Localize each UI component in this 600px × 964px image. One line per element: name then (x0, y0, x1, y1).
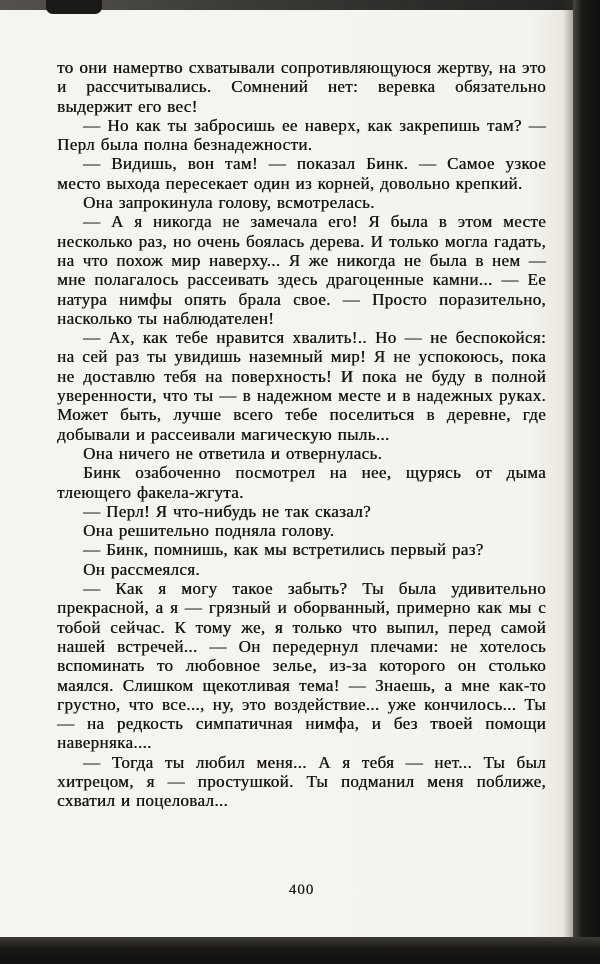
paragraph: — Перл! Я что-нибудь не так сказал? (83, 501, 371, 521)
scan-edge-bottom (0, 937, 600, 964)
page-text (57, 58, 546, 811)
scan-artifact-blob (46, 0, 102, 14)
paragraph: то они намертво схватывали сопротивляющуюся жертву, на это и рассчитывались. Сомнений нет: веревка обязательно выдержит его вес! (57, 58, 546, 116)
page-edge-shadow (563, 0, 573, 964)
paragraph: — А я никогда не замечала его! Я была в этом месте несколько раз, но очень боялась дерева. И только могла гадать, на что похож мир наверху... Я же никогда не была в нем — мне полагалось рассеивать здесь драгоценные камни... — Ее натура нимфы опять брала свое. — Просто поразительно, насколько ты наблюдателен! (57, 212, 546, 328)
page-number: 400 (288, 882, 315, 898)
paragraph: Он рассмеялся. (83, 559, 200, 579)
paragraph: Она ничего не ответила и отвернулась. (83, 443, 383, 463)
paragraph: — Видишь, вон там! — показал Бинк. — Самое узкое место выхода пересекает один из корней, довольно крепкий. (57, 154, 546, 193)
paragraph: — Тогда ты любил меня... А я тебя — нет... Ты был хитрецом, я — простушкой. Ты подманил меня поближе, схватил и поцеловал... (57, 752, 546, 811)
paragraph: — Ах, как тебе нравится хвалить!.. Но — не беспокойся: на сей раз ты увидишь наземный мир! Я не успокоюсь, пока не доставлю тебя на поверхность! И пока не буду в полной уверенности, что ты — в надежном месте и в надежных руках. Может быть, лучше всего тебе поселиться в деревне, где добывали и рассеивали магическую пыль... (57, 328, 546, 444)
paragraph: Бинк озабоченно посмотрел на нее, щурясь от дыма тлеющего факела-жгута. (57, 463, 546, 502)
paragraph: Она решительно подняла голову. (83, 521, 335, 541)
paragraph: — Как я могу такое забыть? Ты была удивительно прекрасной, а я — грязный и оборванный, примерно как мы с тобой сейчас. К тому же, я только что выпил, перед самой нашей встречей... — Он передернул плечами: не хотелось вспоминать то любовное зелье, из-за которого он столько маялся. Слишком щекотливая тема! — Знаешь, а мне как-то грустно, что все..., ну, это воздействие... уже кончилось... Ты — на редкость симпатичная нимфа, и без твоей помощи наверняка.... (57, 579, 546, 753)
paragraph: — Но как ты забросишь ее наверх, как закрепишь там? — Перл была полна безнадежности. (57, 115, 546, 155)
paragraph: Она запрокинула голову, всмотрелась. (83, 193, 375, 213)
scan-edge-right (573, 0, 600, 964)
paragraph: — Бинк, помнишь, как мы встретились первый раз? (83, 540, 484, 560)
